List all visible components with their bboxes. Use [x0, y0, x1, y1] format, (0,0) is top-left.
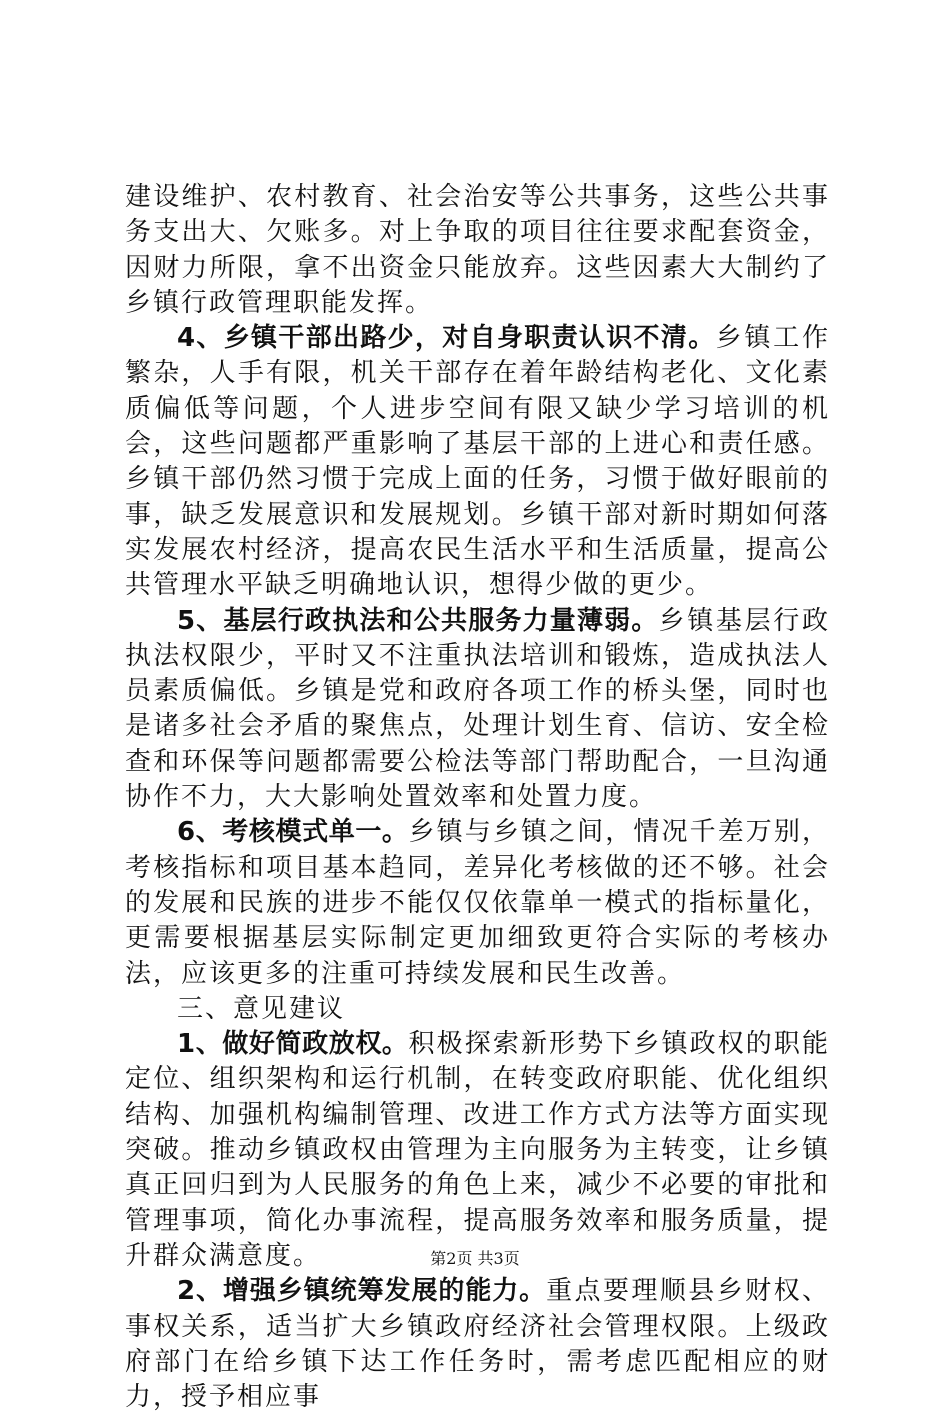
page-footer: 第2页 共3页 [430, 1249, 520, 1268]
paragraph-item-5 [125, 604, 830, 816]
paragraph-text: 积极探索新形势下乡镇政权的职能定位、组织架构和运行机制，在转变政府职能、优化组织结构、加强机构编制管理、改进工作方式方法等方面实现突破。推动乡镇政权由管理为主向服务为主转变，让乡镇真正回归到为人民服务的角色上来，减少不必要的审批和管理事项，简化办事流程，提高服务效率和服务质量，提升群众满意度。 [125, 1029, 830, 1271]
paragraph-lead: 6、考核模式单一。 [177, 817, 409, 848]
paragraph-text: 建设维护、农村教育、社会治安等公共事务，这些公共事务支出大、欠账多。对上争取的项目往往要求配套资金，因财力所限，拿不出资金只能放弃。这些因素大大制约了乡镇行政管理职能发挥。 [125, 182, 830, 318]
paragraph-lead: 2、增强乡镇统筹发展的能力。 [177, 1276, 547, 1307]
paragraph-lead: 5、基层行政执法和公共服务力量薄弱。 [177, 605, 659, 636]
section-heading [125, 992, 830, 1027]
paragraph-text: 乡镇基层行政执法权限少，平时又不注重执法培训和锻炼，造成执法人员素质偏低。乡镇是党和政府各项工作的桥头堡，同时也是诸多社会矛盾的聚焦点，处理计划生育、信访、安全检查和环保等问题都需要公检法等部门帮助配合，一旦沟通协作不力，大大影响处置效率和处置力度。 [125, 605, 830, 813]
section-heading-text: 三、意见建议 [177, 993, 346, 1024]
paragraph-item-6 [125, 815, 830, 991]
paragraph-text: 乡镇工作繁杂，人手有限，机关干部存在着年龄结构老化、文化素质偏低等问题，个人进步空间有限又缺少学习培训的机会，这些问题都严重影响了基层干部的上进心和责任感。乡镇干部仍然习惯于完成上面的任务，习惯于做好眼前的事，缺乏发展意识和发展规划。乡镇干部对新时期如何落实发展农村经济，提高农民生活水平和生活质量，提高公共管理水平缺乏明确地认识，想得少做的更少。 [125, 323, 830, 601]
paragraph-text: 重点要理顺县乡财权、事权关系，适当扩大乡镇政府经济社会管理权限。上级政府部门在给乡镇下达工作任务时，需考虑匹配相应的财力，授予相应事 [125, 1276, 830, 1413]
paragraph-item-4 [125, 321, 830, 603]
suggestion-item-1 [125, 1027, 830, 1274]
document-body [125, 180, 830, 1415]
paragraph-lead: 4、乡镇干部出路少，对自身职责认识不清。 [177, 323, 716, 354]
paragraph-text: 乡镇与乡镇之间，情况千差万别，考核指标和项目基本趋同，差异化考核做的还不够。社会的发展和民族的进步不能仅仅依靠单一模式的指标量化，更需要根据基层实际制定更加细致更符合实际的考核办法，应该更多的注重可持续发展和民生改善。 [125, 817, 830, 989]
paragraph-lead: 1、做好简政放权。 [177, 1029, 409, 1060]
suggestion-item-2 [125, 1274, 830, 1415]
paragraph-continuation [125, 180, 830, 321]
